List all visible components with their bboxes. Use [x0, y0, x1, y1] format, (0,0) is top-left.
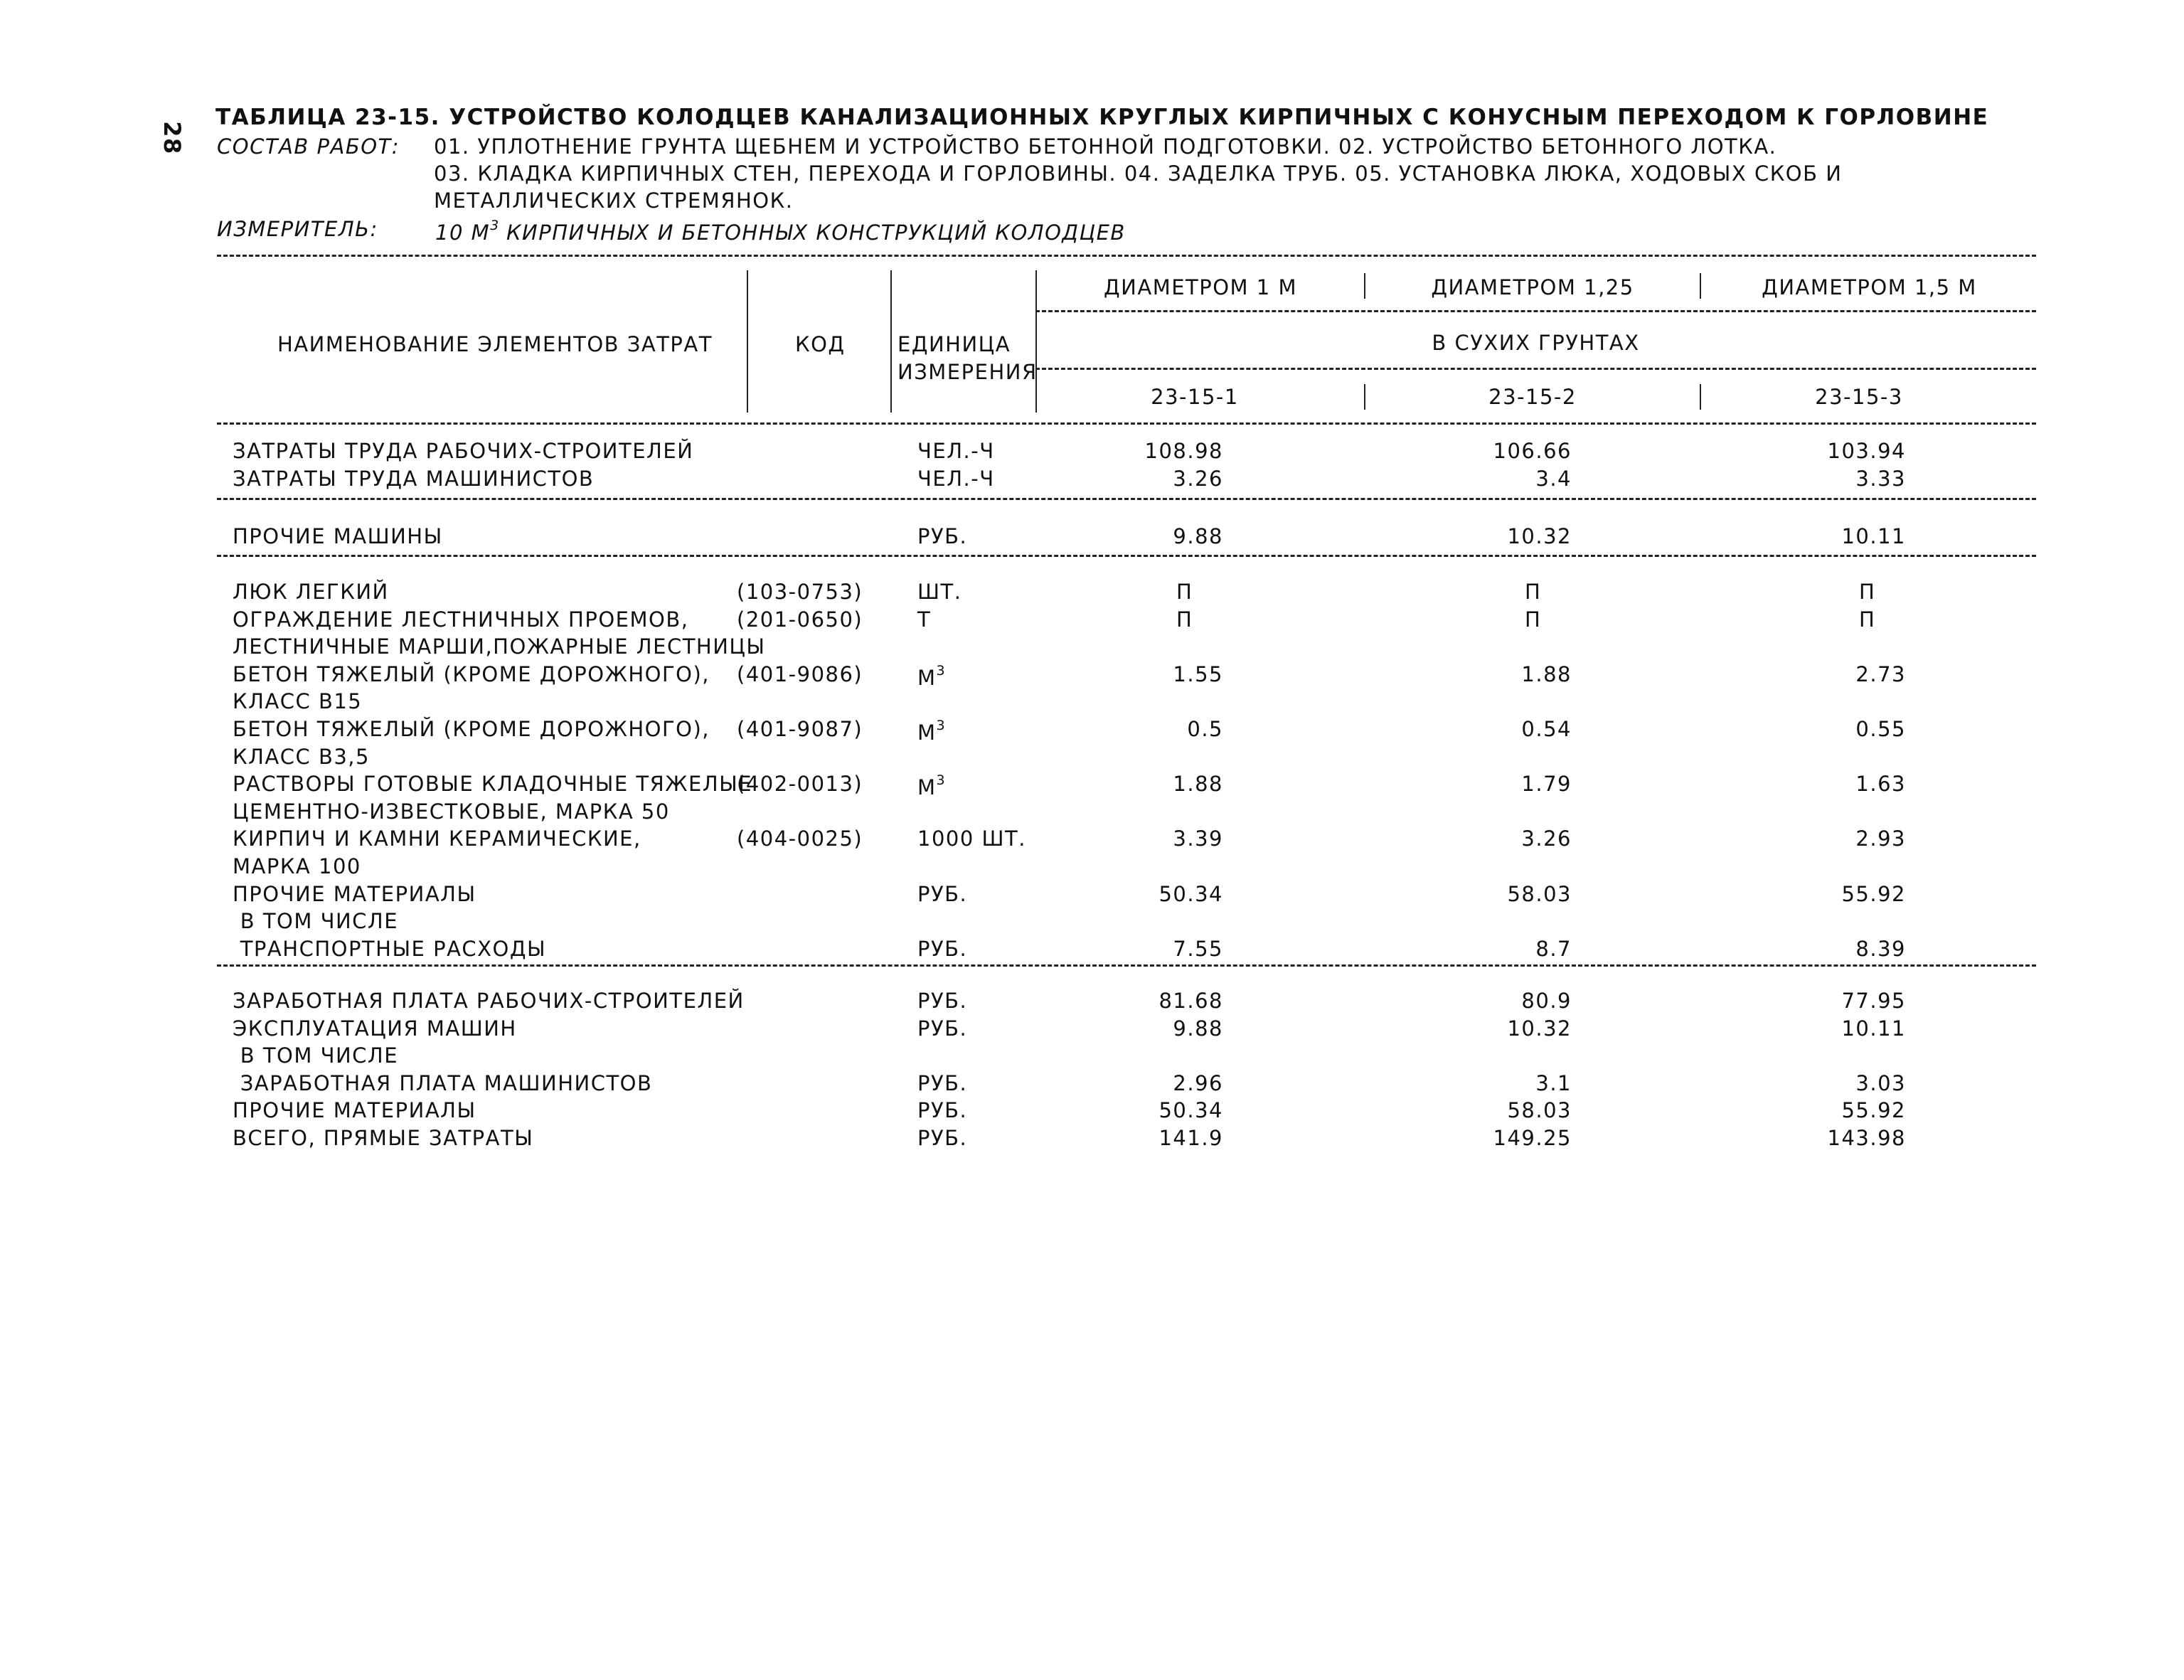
- row-value-1: 0.5: [1187, 717, 1223, 741]
- diam-header-1: ДИАМЕТРОМ 1 М: [1104, 275, 1297, 299]
- row-name: МАРКА 100: [233, 854, 361, 878]
- row-unit-text: РУБ.: [917, 937, 968, 961]
- row-value-2: 149.25: [1493, 1126, 1572, 1150]
- row-value-1: 7.55: [1173, 937, 1223, 961]
- row-value-2: 3.26: [1521, 826, 1572, 851]
- rule-diam: [1035, 310, 2036, 312]
- row-value-1: 2.96: [1173, 1071, 1223, 1095]
- row-unit: [917, 469, 995, 489]
- row-unit: [917, 884, 967, 905]
- row-value-3: 2.93: [1855, 826, 1906, 851]
- row-unit: [917, 991, 967, 1011]
- row-value-1: 3.26: [1173, 467, 1223, 491]
- row-value-1: 1.55: [1173, 662, 1223, 686]
- work-label: СОСТАВ РАБОТ:: [217, 134, 400, 159]
- row-value-3: 2.73: [1855, 662, 1906, 686]
- row-value-2: 106.66: [1493, 439, 1572, 463]
- row-name: БЕТОН ТЯЖЕЛЫЙ (КРОМЕ ДОРОЖНОГО),: [233, 717, 710, 741]
- rule-soil: [1035, 368, 2036, 370]
- row-value-3: 10.11: [1841, 1016, 1906, 1041]
- row-unit: [917, 774, 945, 798]
- row-code: (402-0013): [737, 772, 863, 796]
- row-unit-sup: 3: [936, 718, 945, 733]
- row-unit: [917, 582, 962, 602]
- row-value-3: 55.92: [1841, 1098, 1906, 1122]
- row-unit-text: М: [917, 775, 937, 799]
- row-name: ЗАТРАТЫ ТРУДА МАШИНИСТОВ: [233, 467, 595, 491]
- row-value-2: 1.88: [1521, 662, 1572, 686]
- row-unit-text: РУБ.: [917, 1071, 968, 1095]
- row-value-1: 108.98: [1144, 439, 1223, 463]
- row-name: ПРОЧИЕ МАТЕРИАЛЫ: [233, 882, 476, 906]
- row-value-1: 9.88: [1173, 524, 1223, 548]
- row-value-2: 58.03: [1507, 882, 1572, 906]
- row-value-3: 1.63: [1855, 772, 1906, 796]
- row-value-3: 0.55: [1855, 717, 1906, 741]
- row-unit: [917, 1128, 967, 1149]
- row-code: (404-0025): [737, 826, 863, 851]
- row-value-1: 81.68: [1158, 989, 1223, 1013]
- row-value-3: 103.94: [1827, 439, 1906, 463]
- row-value-3: 77.95: [1841, 989, 1906, 1013]
- row-name: ЗАТРАТЫ ТРУДА РАБОЧИХ-СТРОИТЕЛЕЙ: [233, 439, 694, 463]
- row-name: ПРОЧИЕ МАТЕРИАЛЫ: [233, 1098, 476, 1122]
- row-value-2: 58.03: [1507, 1098, 1572, 1122]
- row-unit-text: 1000 ШТ.: [917, 826, 1026, 851]
- row-unit-text: М: [917, 721, 937, 745]
- row-name: ОГРАЖДЕНИЕ ЛЕСТНИЧНЫХ ПРОЕМОВ,: [233, 607, 689, 632]
- measure-sup: 3: [490, 218, 499, 233]
- row-code: (401-9087): [737, 717, 863, 741]
- row-value-3: 143.98: [1827, 1126, 1906, 1150]
- row-name: КЛАСС В15: [233, 689, 363, 713]
- row-value-2: 3.1: [1535, 1071, 1572, 1095]
- row-unit-text: РУБ.: [917, 882, 968, 906]
- rule-top: [217, 255, 2036, 257]
- diam-header-2: ДИАМЕТРОМ 1,25: [1431, 275, 1634, 299]
- row-unit-text: М: [917, 666, 937, 690]
- row-value-3: 55.92: [1841, 882, 1906, 906]
- row-value-3: П: [1859, 580, 1876, 604]
- row-name: ПРОЧИЕ МАШИНЫ: [233, 524, 443, 548]
- row-name: КИРПИЧ И КАМНИ КЕРАМИЧЕСКИЕ,: [233, 826, 641, 851]
- measure-text: [435, 219, 1126, 243]
- row-unit: [917, 939, 967, 959]
- row-value-2: 10.32: [1507, 524, 1572, 548]
- row-value-1: 50.34: [1158, 882, 1223, 906]
- row-value-2: 10.32: [1507, 1016, 1572, 1041]
- diam-header-3: ДИАМЕТРОМ 1,5 М: [1762, 275, 1977, 299]
- rule-header-bottom: [217, 422, 2036, 425]
- row-value-2: 0.54: [1521, 717, 1572, 741]
- row-value-1: П: [1176, 607, 1193, 632]
- row-name: БЕТОН ТЯЖЕЛЫЙ (КРОМЕ ДОРОЖНОГО),: [233, 662, 710, 686]
- row-name: КЛАСС В3,5: [233, 745, 370, 769]
- row-unit: [917, 526, 967, 547]
- row-name: ЗАРАБОТНАЯ ПЛАТА РАБОЧИХ-СТРОИТЕЛЕЙ: [233, 989, 745, 1013]
- section-rule-3: [217, 964, 2036, 967]
- row-value-3: 8.39: [1855, 937, 1906, 961]
- row-value-3: 3.33: [1855, 467, 1906, 491]
- vbar-code-2: [1700, 384, 1701, 410]
- row-unit: [917, 1100, 967, 1121]
- code-header-2: 23-15-2: [1488, 385, 1577, 409]
- col-unit-header-1: ЕДИНИЦА: [897, 332, 1011, 356]
- row-name: ЛЮК ЛЕГКИЙ: [233, 580, 389, 604]
- row-name: В ТОМ ЧИСЛЕ: [233, 909, 399, 933]
- row-unit: [917, 664, 945, 689]
- row-name: ЦЕМЕНТНО-ИЗВЕСТКОВЫЕ, МАРКА 50: [233, 799, 670, 824]
- row-name: ТРАНСПОРТНЫЕ РАСХОДЫ: [233, 937, 547, 961]
- row-unit: [917, 607, 932, 632]
- col-name-header: НАИМЕНОВАНИЕ ЭЛЕМЕНТОВ ЗАТРАТ: [277, 332, 713, 356]
- row-unit-text: РУБ.: [917, 1126, 968, 1150]
- row-value-3: 10.11: [1841, 524, 1906, 548]
- row-name: ЭКСПЛУАТАЦИЯ МАШИН: [233, 1016, 517, 1041]
- row-unit: [917, 826, 1026, 851]
- row-unit-text: РУБ.: [917, 524, 968, 548]
- row-unit-text: РУБ.: [917, 1098, 968, 1122]
- row-code: (201-0650): [737, 607, 863, 632]
- code-header-3: 23-15-3: [1815, 385, 1903, 409]
- soil-header: В СУХИХ ГРУНТАХ: [1432, 331, 1640, 355]
- row-value-3: П: [1859, 607, 1876, 632]
- row-unit: [917, 1016, 968, 1041]
- row-code: (401-9086): [737, 662, 863, 686]
- row-name: ЛЕСТНИЧНЫЕ МАРШИ,ПОЖАРНЫЕ ЛЕСТНИЦЫ: [233, 634, 766, 659]
- section-rule-1: [217, 498, 2036, 500]
- row-value-3: 3.03: [1855, 1071, 1906, 1095]
- row-unit-text: Т: [917, 607, 932, 632]
- vbar-diam-1: [1364, 273, 1365, 299]
- row-unit-text: ШТ.: [917, 580, 962, 604]
- row-name: В ТОМ ЧИСЛЕ: [233, 1043, 399, 1068]
- row-unit: [917, 719, 945, 743]
- measure-label: ИЗМЕРИТЕЛЬ:: [217, 217, 378, 241]
- row-value-2: 3.4: [1535, 467, 1572, 491]
- table-title: ТАБЛИЦА 23-15. УСТРОЙСТВО КОЛОДЦЕВ КАНАЛИЗАЦИОННЫХ КРУГЛЫХ КИРПИЧНЫХ С КОНУСНЫМ ПЕРЕХОДОМ К ГОРЛОВИНЕ: [215, 105, 1989, 130]
- row-unit-text: ЧЕЛ.-Ч: [917, 439, 995, 463]
- row-name: РАСТВОРЫ ГОТОВЫЕ КЛАДОЧНЫЕ ТЯЖЕЛЫЕ: [233, 772, 753, 796]
- row-value-1: 141.9: [1158, 1126, 1223, 1150]
- code-header-1: 23-15-1: [1151, 385, 1239, 409]
- row-value-2: 80.9: [1521, 989, 1572, 1013]
- row-value-1: 3.39: [1173, 826, 1223, 851]
- section-rule-2: [217, 555, 2036, 557]
- work-line-3: МЕТАЛЛИЧЕСКИХ СТРЕМЯНОК.: [434, 188, 794, 213]
- col-code-header: КОД: [795, 332, 846, 356]
- row-unit-text: ЧЕЛ.-Ч: [917, 467, 995, 491]
- row-value-1: П: [1176, 580, 1193, 604]
- row-value-2: П: [1525, 607, 1542, 632]
- measure-pre: 10 М: [435, 220, 491, 245]
- row-value-2: 1.79: [1521, 772, 1572, 796]
- row-unit-sup: 3: [936, 663, 945, 679]
- row-unit: [917, 1073, 967, 1094]
- row-value-1: 1.88: [1173, 772, 1223, 796]
- row-unit-sup: 3: [936, 772, 945, 788]
- row-unit-text: РУБ.: [917, 1016, 968, 1041]
- row-value-2: П: [1525, 580, 1542, 604]
- measure-post: КИРПИЧНЫХ И БЕТОННЫХ КОНСТРУКЦИЙ КОЛОДЦЕВ: [499, 220, 1126, 245]
- vbar-code: [890, 270, 892, 413]
- work-line-1: 01. УПЛОТНЕНИЕ ГРУНТА ЩЕБНЕМ И УСТРОЙСТВО БЕТОННОЙ ПОДГОТОВКИ. 02. УСТРОЙСТВО БЕТОННОГО ЛОТКА.: [434, 134, 1777, 159]
- row-unit: [917, 441, 995, 462]
- row-code: (103-0753): [737, 580, 863, 604]
- vbar-code-1: [1364, 384, 1365, 410]
- row-unit-text: РУБ.: [917, 989, 968, 1013]
- work-line-2: 03. КЛАДКА КИРПИЧНЫХ СТЕН, ПЕРЕХОДА И ГОРЛОВИНЫ. 04. ЗАДЕЛКА ТРУБ. 05. УСТАНОВКА ЛЮКА, ХОДОВЫХ СКОБ И: [434, 161, 1843, 186]
- row-value-2: 8.7: [1535, 937, 1572, 961]
- page-number: 28: [158, 121, 186, 155]
- vbar-diam-2: [1700, 273, 1701, 299]
- col-unit-header-2: ИЗМЕРЕНИЯ: [897, 360, 1038, 384]
- row-name: ВСЕГО, ПРЯМЫЕ ЗАТРАТЫ: [233, 1126, 534, 1150]
- vbar-name: [747, 270, 748, 413]
- row-name: ЗАРАБОТНАЯ ПЛАТА МАШИНИСТОВ: [233, 1071, 653, 1095]
- row-value-1: 50.34: [1158, 1098, 1223, 1122]
- row-value-1: 9.88: [1173, 1016, 1223, 1041]
